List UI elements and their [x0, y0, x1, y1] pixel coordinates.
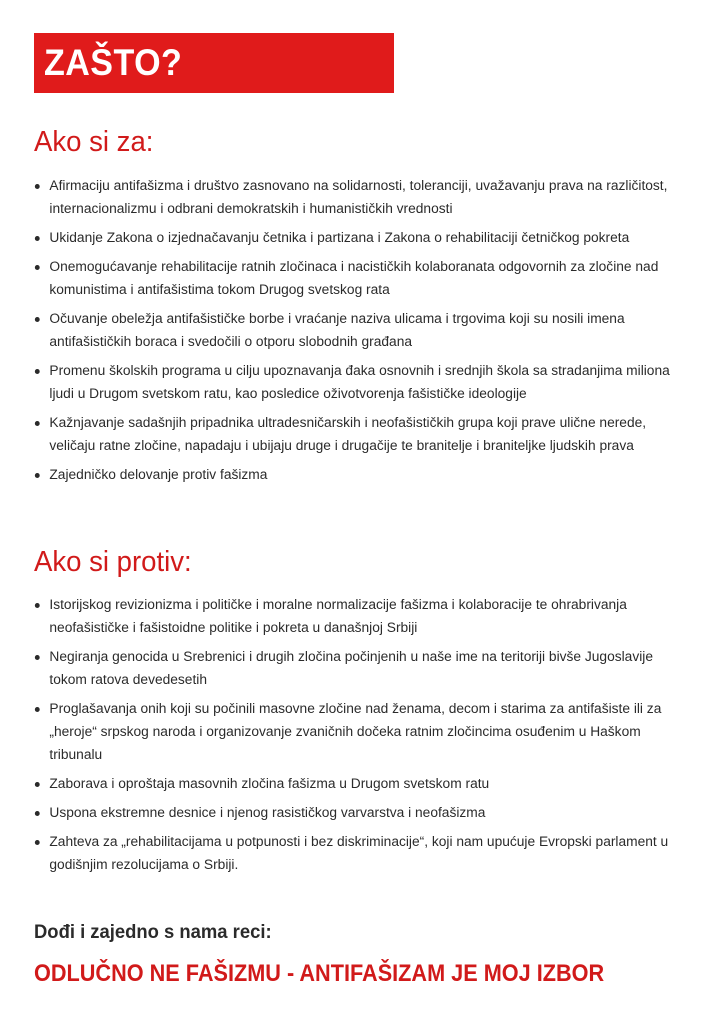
against-section-heading: Ako si protiv:: [34, 546, 192, 578]
list-item: Zajedničko delovanje protiv fašizma: [30, 464, 690, 487]
call-to-action: Dođi i zajedno s nama reci:: [34, 922, 272, 943]
title-banner: [34, 33, 394, 93]
list-item: Promenu školskih programa u cilju upoznavanja đaka osnovnih i srednjih škola sa stradanjima miliona ljudi u Drugom svetskom ratu, kao posledice oživotvorenja fašističke ideologije: [30, 360, 690, 406]
slogan: ODLUČNO NE FAŠIZMU - ANTIFAŠIZAM JE MOJ IZBOR: [34, 960, 605, 987]
list-item: Očuvanje obeležja antifašističke borbe i vraćanje naziva ulicama i trgovima koji su nosili imena antifašističkih boraca i svedočili o otporu slobodnih građana: [30, 308, 690, 354]
list-item: Ukidanje Zakona o izjednačavanju četnika i partizana i Zakona o rehabilitaciji četničkog pokreta: [30, 227, 690, 250]
list-item: Proglašavanja onih koji su počinili masovne zločine nad ženama, decom i starima za antifašiste ili za „heroje“ srpskog naroda i organizovanje zvaničnih dočeka ratnim zločincima osuđenim u Haškom tribunalu: [30, 698, 690, 767]
list-item: Zaborava i oproštaja masovnih zločina fašizma u Drugom svetskom ratu: [30, 773, 690, 796]
page-title: ZAŠTO?: [44, 42, 183, 83]
list-item: Afirmaciju antifašizma i društvo zasnovano na solidarnosti, toleranciji, uvažavanju prava na različitost, internacionalizmu i odbrani demokratskih i humanističkih vrednosti: [30, 175, 690, 221]
list-item: Kažnjavanje sadašnjih pripadnika ultradesničarskih i neofašističkih grupa koji prave ulične nerede, veličaju ratne zločine, napadaju i ubijaju druge i drugačije te branitelje i braniteljke ljudskih prava: [30, 412, 690, 458]
for-list: [30, 175, 710, 493]
list-item: Istorijskog revizionizma i političke i moralne normalizacije fašizma i kolaboracije te ohrabrivanja neofašističke i fašistoidne politike i pokreta u današnjoj Srbiji: [30, 594, 690, 640]
list-item: Zahteva za „rehabilitacijama u potpunosti i bez diskriminacije“, koji nam upućuje Evropski parlament u godišnjim rezolucijama o Srbiji.: [30, 831, 690, 877]
against-list: [30, 594, 710, 883]
list-item: Onemogućavanje rehabilitacije ratnih zločinaca i nacističkih kolaboranata odgovornih za zločine nad komunistima i antifašistima tokom Drugog svetskog rata: [30, 256, 690, 302]
list-item: Negiranja genocida u Srebrenici i drugih zločina počinjenih u naše ime na teritoriji bivše Jugoslavije tokom ratova devedesetih: [30, 646, 690, 692]
list-item: Uspona ekstremne desnice i njenog rasističkog varvarstva i neofašizma: [30, 802, 690, 825]
for-section-heading: Ako si za:: [34, 126, 154, 158]
